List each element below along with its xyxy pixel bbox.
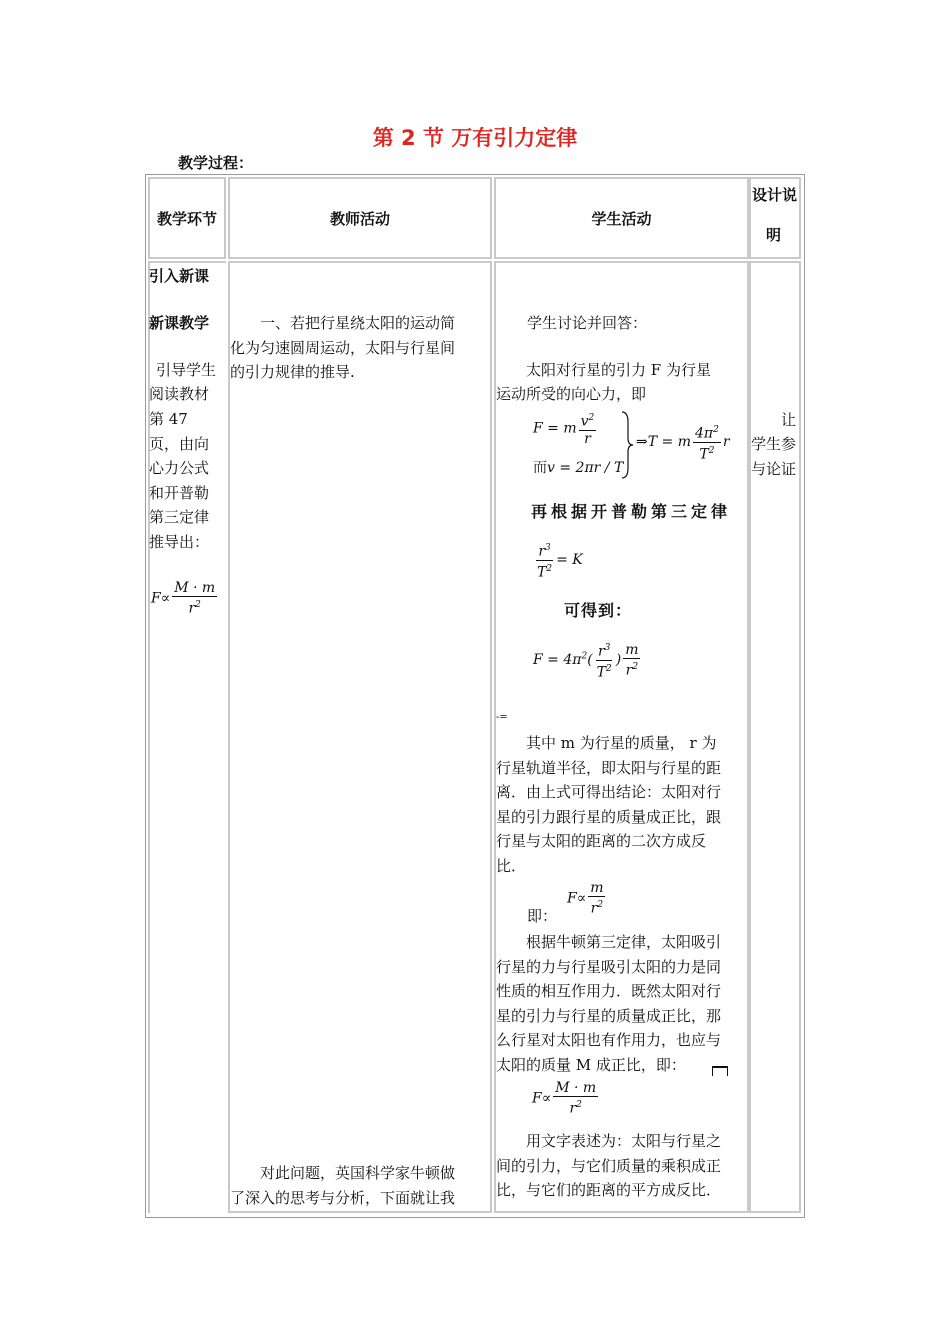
col1-line-3: 页，由向 (149, 435, 210, 453)
teacher-p1-1: 化为匀速圆周运动，太阳与行星间 (230, 339, 456, 357)
student-l1-1: 运动所受的向心力，即 (496, 385, 647, 403)
intro-label: 引入新课 (149, 267, 210, 285)
col1-line-7: 推导出： (149, 533, 210, 551)
header-design-line2: 明 (766, 226, 782, 244)
col1-line-5: 和开普勒 (149, 484, 210, 502)
formula-centripetal: F = m $\frac{v^2}{r}$ (533, 410, 598, 447)
col1-line-4: 心力公式 (149, 459, 210, 477)
teacher-p2-1: 了深入的思考与分析，下面就让我 (230, 1189, 456, 1207)
student-pw-0: 用文字表述为：太阳与行星之 (496, 1132, 722, 1150)
formula-force-T: ⇒T = m $\frac{4\pi^2}{T^2}$ r (636, 422, 730, 462)
student-pw-1: 间的引力，与它们质量的乘积成正 (496, 1157, 722, 1175)
small-bracket-mark (712, 1066, 728, 1076)
student-l1-0: 太阳对行星的引力 F 为行星 (496, 361, 711, 379)
deduce-label: 可得到： (564, 601, 633, 620)
header-design (749, 177, 801, 259)
student-pm-2: 离．由上式可得出结论：太阳对行 (496, 783, 722, 801)
formula-F-m-r2: F∝ $\frac{m}{r^2}$ (567, 880, 604, 917)
header-stage-label: 教学环节 (156, 209, 217, 228)
teacher-p2-0: 对此问题，英国科学家牛顿做 (230, 1164, 456, 1182)
header-stage (148, 177, 226, 259)
teacher-p1-2: 的引力规律的推导. (230, 363, 355, 381)
formula-F-4pi2: $F = 4\pi^2$( $\frac{r^3}{T^2}$ ) $\frac{m}{r^2}$ (533, 641, 639, 681)
student-pn-4: 么行星对太阳也有作用力，也应与 (496, 1031, 722, 1049)
student-pn-3: 星的引力与行星的质量成正比，那 (496, 1007, 722, 1025)
student-discuss: 学生讨论并回答： (527, 314, 648, 332)
col1-line-2: 第 47 (149, 410, 188, 428)
formula-kepler: $\frac{r^3}{T^2}$ = K (533, 540, 583, 580)
process-label: 教学过程： (178, 154, 254, 172)
student-pn-5: 太阳的质量 M 成正比，即： (496, 1056, 686, 1074)
design-line-0: 让 (751, 411, 797, 429)
design-line-1: 学生参 (751, 435, 797, 453)
right-brace-icon (620, 410, 634, 480)
student-pm-1: 行星轨道半径，即太阳与行星的距 (496, 759, 722, 777)
student-pn-1: 行星的力与行星吸引太阳的力是同 (496, 958, 722, 976)
student-pn-0: 根据牛顿第三定律，太阳吸引 (496, 933, 722, 951)
design-line-2: 与论证 (751, 460, 797, 478)
teacher-p1-0: 一、若把行星绕太阳的运动简 (230, 314, 456, 332)
kepler-label: 再根据开普勒第三定律 (531, 502, 732, 521)
newlesson-label: 新课教学 (149, 314, 210, 332)
header-student-label: 学生活动 (591, 209, 652, 228)
col1-line-0: 引导学生 (156, 361, 217, 379)
col-design (749, 261, 801, 1213)
student-pm-3: 星的引力跟行星的质量成正比，跟 (496, 808, 722, 826)
col1-line-1: 阅读教材 (149, 385, 210, 403)
student-ji: 即： (527, 907, 558, 925)
student-pn-2: 性质的相互作用力．既然太阳对行 (496, 982, 722, 1000)
student-pm-5: 比． (496, 857, 527, 875)
header-teacher (228, 177, 492, 259)
header-design-line1: 设计说 (752, 186, 798, 204)
student-pm-4: 行星与太阳的距离的二次方成反 (496, 832, 707, 850)
formula-velocity: 而v = 2πr / T (533, 460, 624, 476)
formula-F-Mm-r2-col1: F∝ $\frac{M \cdot m}{r^2}$ (151, 580, 216, 617)
col1-line-6: 第三定律 (149, 508, 210, 526)
header-teacher-label: 教师活动 (329, 209, 390, 228)
page-title: 第 2 节 万有引力定律 (372, 126, 578, 150)
small-mark: -= (496, 712, 508, 723)
student-pm-0: 其中 m 为行星的质量， r 为 (496, 734, 717, 752)
formula-F-Mm-r2-col3: F∝ $\frac{M \cdot m}{r^2}$ (532, 1080, 597, 1117)
student-pw-2: 比，与它们的距离的平方成反比． (496, 1181, 722, 1199)
col-teacher (228, 261, 492, 1213)
header-student (494, 177, 749, 259)
